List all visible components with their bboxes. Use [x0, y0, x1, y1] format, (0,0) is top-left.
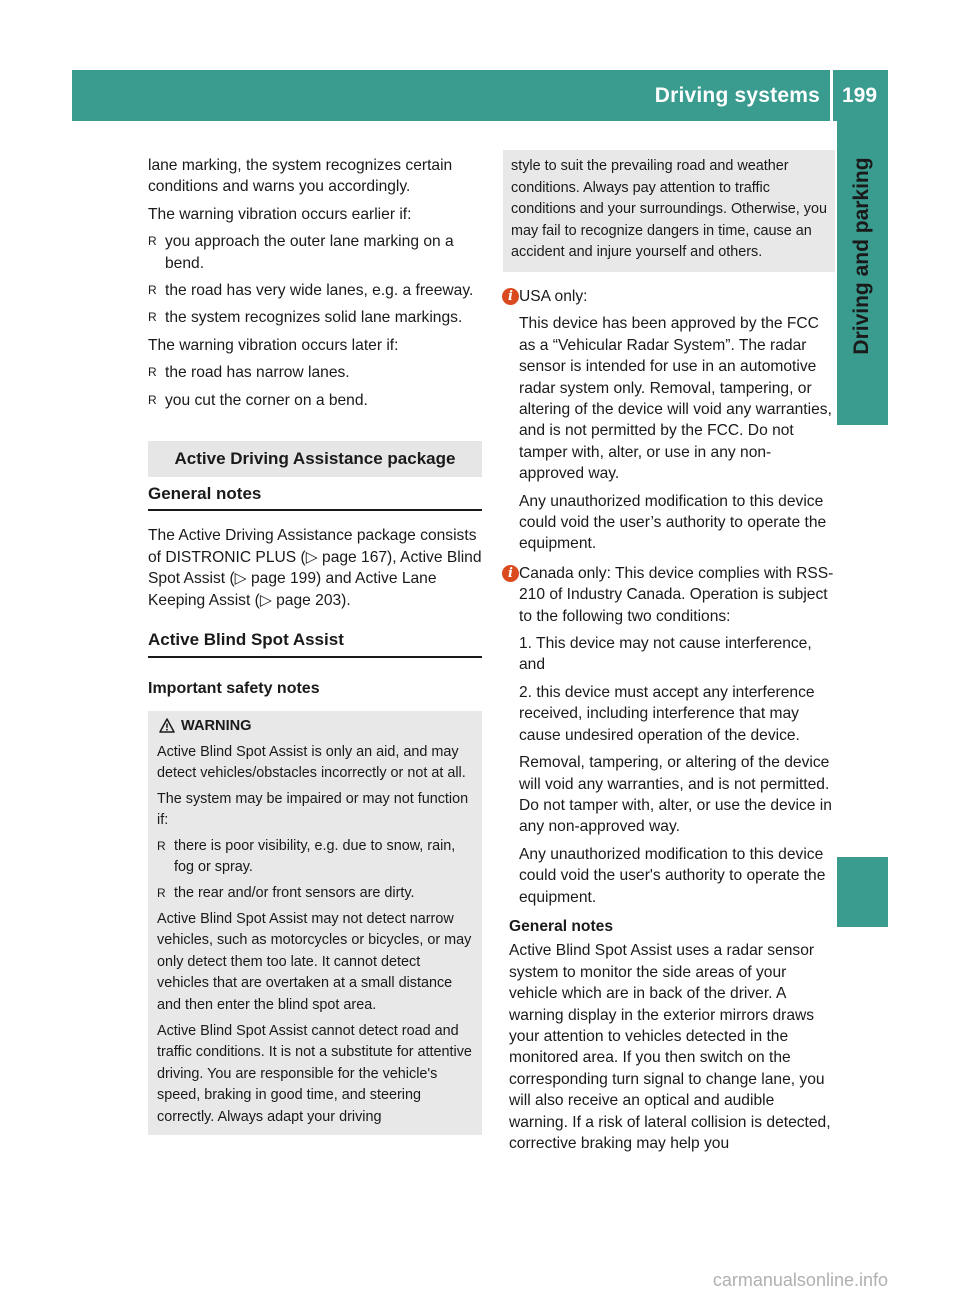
list-item [148, 390, 482, 411]
list-item-text: you approach the outer lane marking on a bend. [165, 233, 454, 272]
list-item-text: the road has narrow lanes. [165, 364, 350, 382]
side-marker [837, 857, 888, 927]
bullet-icon: R [157, 886, 166, 901]
section-heading-box [148, 441, 482, 477]
earlier-lead: The warning vibration occurs earlier if: [148, 205, 412, 223]
list-item [148, 307, 482, 328]
info-text: Canada only: This device complies with RSS-210 of Industry Canada. Operation is subject to the following two conditions: [519, 564, 834, 625]
intro-text: lane marking, the system recognizes certain conditions and warns you accordingly. [148, 157, 453, 196]
warning-box [148, 711, 482, 1135]
general-notes-text-right: Active Blind Spot Assist uses a radar sensor system to monitor the side areas of your vehicle which are in back of the driver. A warning display in the exterior mirrors draws your attention to vehicles detected in the monitored area. If you then switch on the corresponding turn signal to change lane, you will also receive an optical and audible warning. If a risk of lateral collision is detected, corrective braking may help you [509, 942, 831, 1152]
bullet-icon: R [148, 365, 157, 380]
left-column [148, 155, 482, 1135]
info-canada [509, 563, 835, 908]
blind-spot-heading: Active Blind Spot Assist [148, 629, 482, 657]
condition-item: 2. this device must accept any interference received, including interference that may cause undesired operation of the device. [519, 683, 815, 744]
list-item [157, 836, 473, 879]
info-icon: i [502, 288, 519, 305]
page-section-title: Driving systems [654, 84, 820, 107]
warning-triangle-icon [159, 718, 175, 733]
warning-box-continued [503, 150, 835, 272]
info-usa [509, 286, 835, 555]
condition-item: 1. This device may not cause interference, and [519, 635, 812, 674]
bullet-icon: R [157, 838, 166, 853]
list-item-text: the road has very wide lanes, e.g. a freeway. [165, 282, 474, 300]
info-text: Any unauthorized modification to this device could void the user’s authority to operate the equipment. [519, 492, 827, 553]
right-column [509, 150, 835, 1160]
general-notes-text: The Active Driving Assistance package consists of DISTRONIC PLUS (▷ page 167), Active Blind Spot Assist (▷ page 199) and Active Lane Keeping Assist (▷ page 203). [148, 527, 482, 609]
bullet-icon: R [148, 283, 157, 298]
list-item-text: the system recognizes solid lane markings. [165, 309, 463, 327]
list-item [148, 231, 482, 274]
warning-text: Active Blind Spot Assist may not detect narrow vehicles, such as motorcycles or bicycles, or may only detect them too late. It cannot detect vehicles that are overtaken at a small distance and then enter the blind spot area. [157, 910, 472, 1014]
list-item-text: the rear and/or front sensors are dirty. [174, 885, 415, 902]
list-item [148, 280, 482, 301]
later-lead: The warning vibration occurs later if: [148, 336, 399, 354]
side-tab-label: Driving and parking [850, 157, 873, 355]
list-item-text: you cut the corner on a bend. [165, 391, 368, 409]
bullet-icon: R [148, 392, 157, 407]
warning-text: Active Blind Spot Assist cannot detect road and traffic conditions. It is not a substitute for attentive driving. You are responsible for the vehicle's speed, braking in good time, and steering correctly. Always adapt your driving [157, 1022, 472, 1125]
warning-text: Active Blind Spot Assist is only an aid, and may detect vehicles/obstacles incorrectly or not at all. [157, 743, 466, 782]
info-icon: i [502, 565, 519, 582]
info-lead: USA only: [519, 287, 588, 305]
warning-text: The system may be impaired or may not function if: [157, 790, 469, 829]
list-item [157, 883, 473, 905]
info-text: This device has been approved by the FCC as a “Vehicular Radar System”. The radar sensor is intended for use in an automotive radar system only. Removal, tampering, or altering of the device will void any warranties, and is not permitted by the FCC. Do not tamper with, alter, or use in any non-approved way. [519, 315, 832, 483]
watermark: carmanualsonline.info [712, 1270, 888, 1290]
info-text: Any unauthorized modification to this device could void the user's authority to operate the equipment. [519, 845, 826, 906]
general-notes-heading: General notes [148, 483, 482, 511]
bullet-icon: R [148, 234, 157, 249]
warning-title-text: WARNING [181, 717, 252, 734]
bullet-icon: R [148, 310, 157, 325]
warning-text: style to suit the prevailing road and weather conditions. Always pay attention to traffic conditions and your surroundings. Otherwise, you may fail to recognize dangers in time, cause an accident and injure yourself and others. [511, 158, 827, 261]
warning-title [157, 716, 473, 738]
header-divider [830, 70, 833, 121]
page-number: 199 [842, 84, 878, 107]
general-notes-heading-right: General notes [509, 917, 613, 935]
info-text: Removal, tampering, or altering of the device will void any warranties, and is not permitted. Do not tamper with, alter, or use the device in any non-approved way. [519, 754, 832, 836]
list-item-text: there is poor visibility, e.g. due to snow, rain, fog or spray. [174, 837, 456, 876]
section-heading: Active Driving Assistance package [174, 449, 456, 469]
list-item [148, 362, 482, 383]
safety-heading: Important safety notes [148, 679, 320, 697]
